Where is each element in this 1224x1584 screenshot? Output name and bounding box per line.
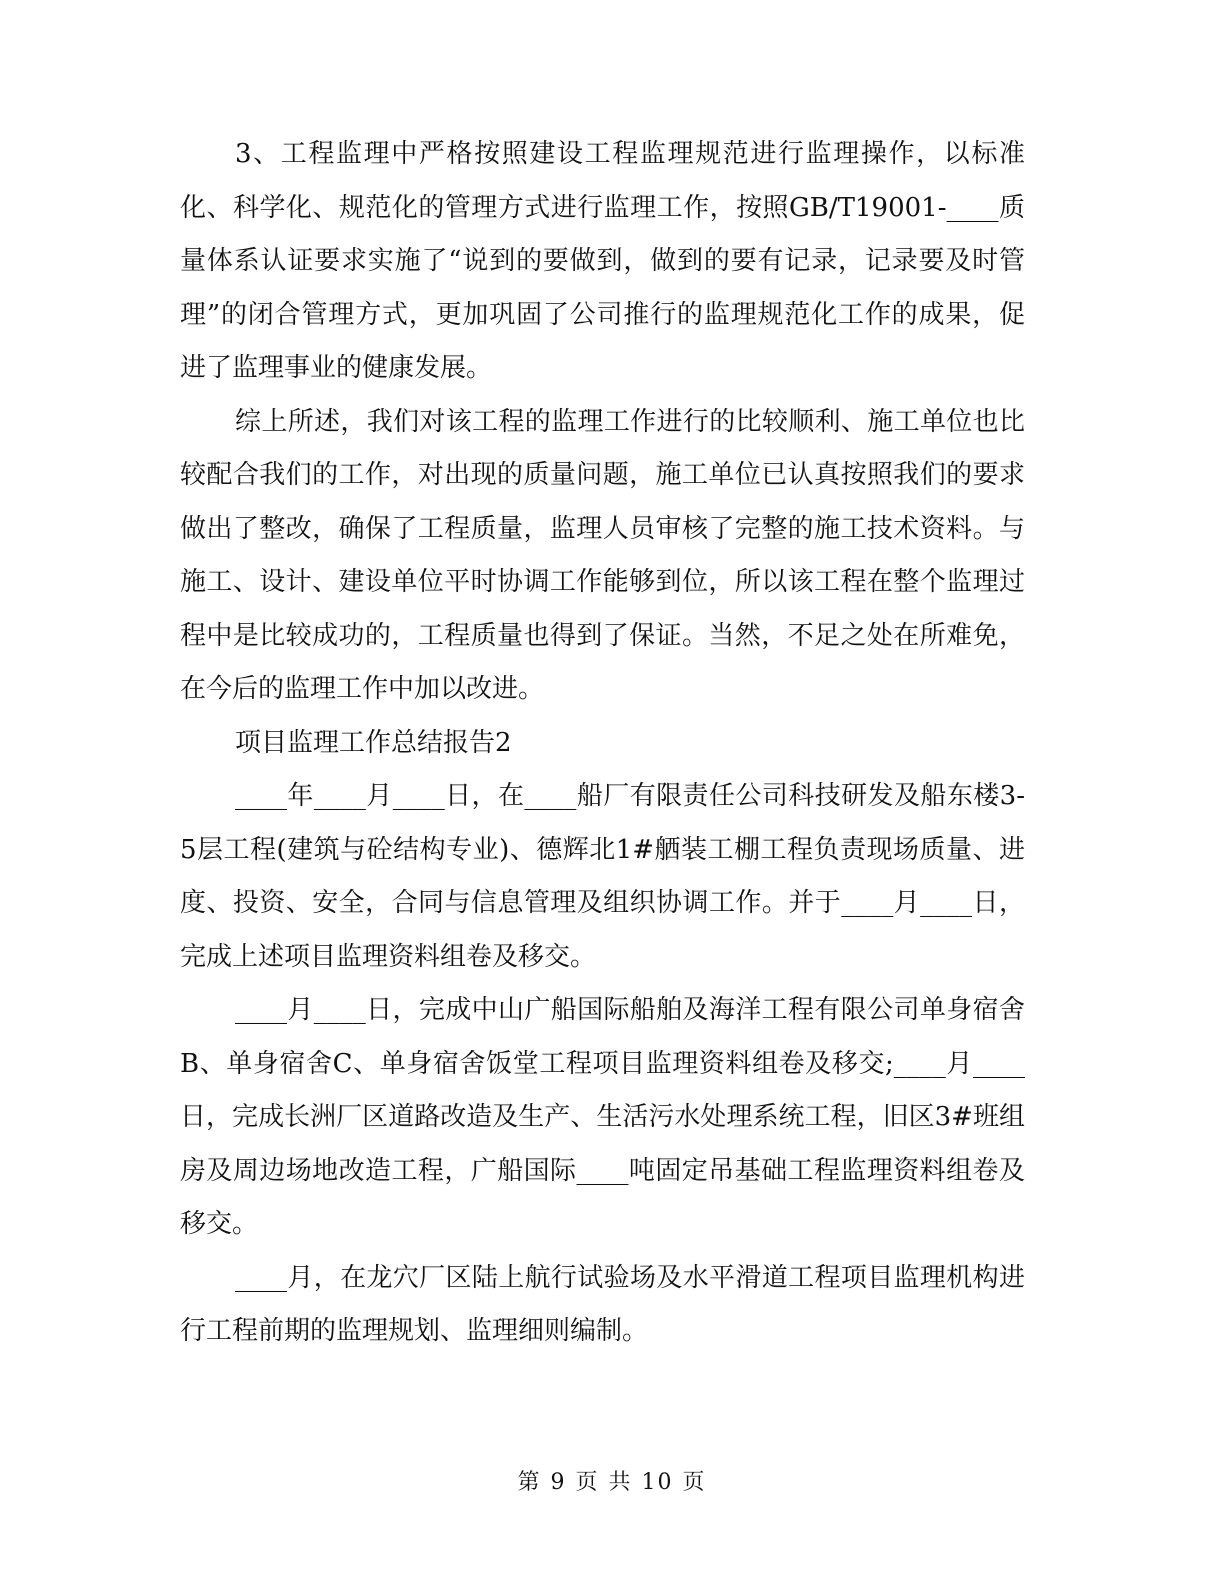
document-body <box>180 128 1025 1359</box>
paragraph-quality-system: 3、工程监理中严格按照建设工程监理规范进行监理操作，以标准化、科学化、规范化的管理方式进行监理工作，按照GB/T19001-____质量体系认证要求实施了“说到的要做到，做到的要有记录，记录要及时管理”的闭合管理方式，更加巩固了公司推行的监理规范化工作的成果，促进了监理事业的健康发展。 <box>180 139 1025 383</box>
paragraph-archive-handover: ____月____日，完成中山广船国际船舶及海洋工程有限公司单身宿舍B、单身宿舍C、单身宿舍饭堂工程项目监理资料组卷及移交;____月____日，完成长洲厂区道路改造及生产、生活污水处理系统工程，旧区3#班组房及周边场地改造工程，广船国际____吨固定吊基础工程监理资料组卷及移交。 <box>180 995 1025 1239</box>
page-number-footer: 第 9 页 共 10 页 <box>517 1470 707 1495</box>
paragraph-planning: ____月，在龙穴厂区陆上航行试验场及水平滑道工程项目监理机构进行工程前期的监理规划、监理细则编制。 <box>180 1262 1025 1346</box>
paragraph-summary: 综上所述，我们对该工程的监理工作进行的比较顺利、施工单位也比较配合我们的工作，对出现的质量问题，施工单位已认真按照我们的要求做出了整改，确保了工程质量，监理人员审核了完整的施工技术资料。与施工、设计、建设单位平时协调工作能够到位，所以该工程在整个监理过程中是比较成功的，工程质量也得到了保证。当然，不足之处在所难免，在今后的监理工作中加以改进。 <box>180 406 1025 704</box>
paragraph-project-duties: ____年____月____日，在____船厂有限责任公司科技研发及船东楼3-5层工程(建筑与砼结构专业)、德辉北1#舾装工棚工程负责现场质量、进度、投资、安全，合同与信息管理及组织协调工作。并于____月____日，完成上述项目监理资料组卷及移交。 <box>180 781 1025 972</box>
section-heading: 项目监理工作总结报告2 <box>235 727 512 758</box>
